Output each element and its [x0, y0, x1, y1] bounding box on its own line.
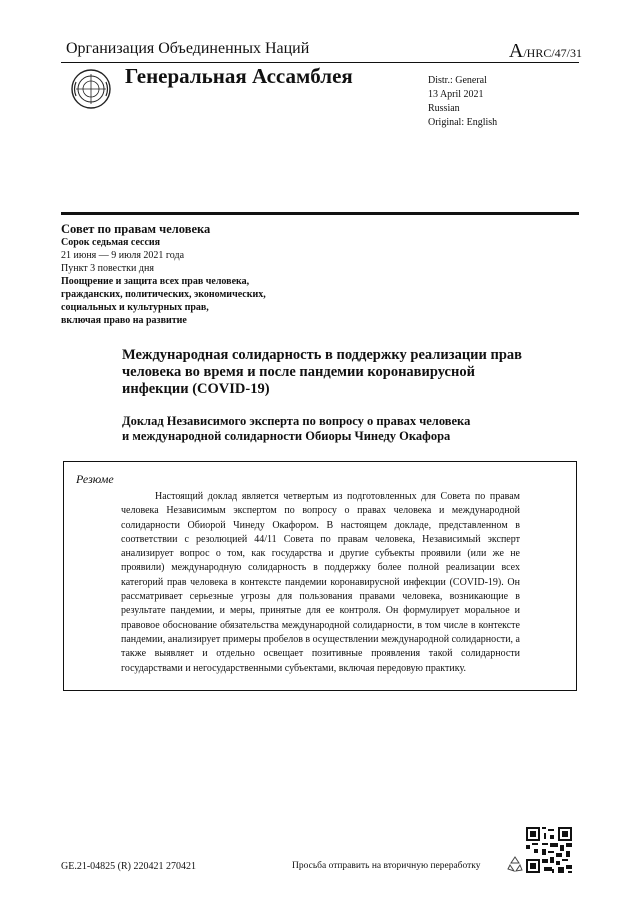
qr-code-icon	[526, 827, 572, 873]
organization-name: Организация Объединенных Наций	[66, 40, 310, 57]
summary-box	[63, 461, 577, 691]
summary-heading: Резюме	[76, 472, 114, 486]
agenda-title-line: включая право на развитие	[61, 315, 187, 326]
agenda-title-line: Поощрение и защита всех прав человека,	[61, 276, 250, 287]
session-dates: 21 июня — 9 июля 2021 года	[61, 250, 185, 261]
document-number: GE.21-04825 (R) 220421 270421	[61, 861, 196, 872]
distribution-info	[428, 74, 497, 130]
document-symbol	[509, 40, 582, 63]
distr-date: 13 April 2021	[428, 89, 484, 100]
agenda-title-line: социальных и культурных прав,	[61, 302, 209, 313]
session-info	[61, 222, 266, 327]
distr-original: Original: English	[428, 117, 498, 128]
symbol-rest: /HRC/47/31	[523, 46, 582, 60]
session-name: Сорок седьмая сессия	[61, 237, 161, 248]
symbol-letter: A	[508, 40, 524, 62]
agenda-item: Пункт 3 повестки дня	[61, 263, 154, 274]
recycle-note: Просьба отправить на вторичную переработку	[292, 861, 481, 871]
thick-rule	[61, 212, 579, 215]
council-name: Совет по правам человека	[61, 222, 211, 236]
summary-text: Настоящий доклад является четвертым из подготовленных для Совета по правам человека Независимым экспертом по вопросу о правах человека и международной солидарности Обиорой Чинеду Окафором. В настоящем докладе, представленном в соответствии с резолюцией 44/11 Совета по правам человека, Независимый эксперт анализирует вопрос о том, как государства и другие субъекты проявили (или же не проявили) международную солидарность в поддержку более полной реализации всех категорий прав человека в контексте пандемии коронавирусной инфекции (COVID-19). Он рассматривает серьезные угрозы для пользования правами человека, возникающие в результате пандемии, и меры, принятые для ее контроля. Он формулирует моральное и правовое обоснование обязательства международной солидарности, в том числе в контексте пандемии, анализирует примеры пробелов в осуществлении международной солидарности, а также выявляет и отдельно освещает позитивные проявления такой солидарности государствами и негосударственными субъектами, включая передовую практику.	[121, 491, 520, 674]
agenda-title-line: гражданских, политических, экономических,	[61, 289, 266, 300]
un-emblem-icon	[70, 68, 112, 110]
subtitle-line: и международной солидарности Обиоры Чинеду Окафора	[122, 429, 451, 443]
subtitle-line: Доклад Независимого эксперта по вопросу о правах человека	[122, 414, 471, 428]
recycle-icon	[506, 855, 524, 873]
document-subtitle	[122, 414, 542, 444]
distr-language: Russian	[428, 103, 460, 114]
assembly-name: Генеральная Ассамблея	[125, 64, 353, 88]
document-title: Международная солидарность в поддержку реализации прав человека во время и после пандемии коронавирусной инфекции (COVID-19)	[122, 347, 523, 397]
header-rule	[61, 62, 579, 63]
distr-line: Distr.: General	[428, 75, 487, 86]
